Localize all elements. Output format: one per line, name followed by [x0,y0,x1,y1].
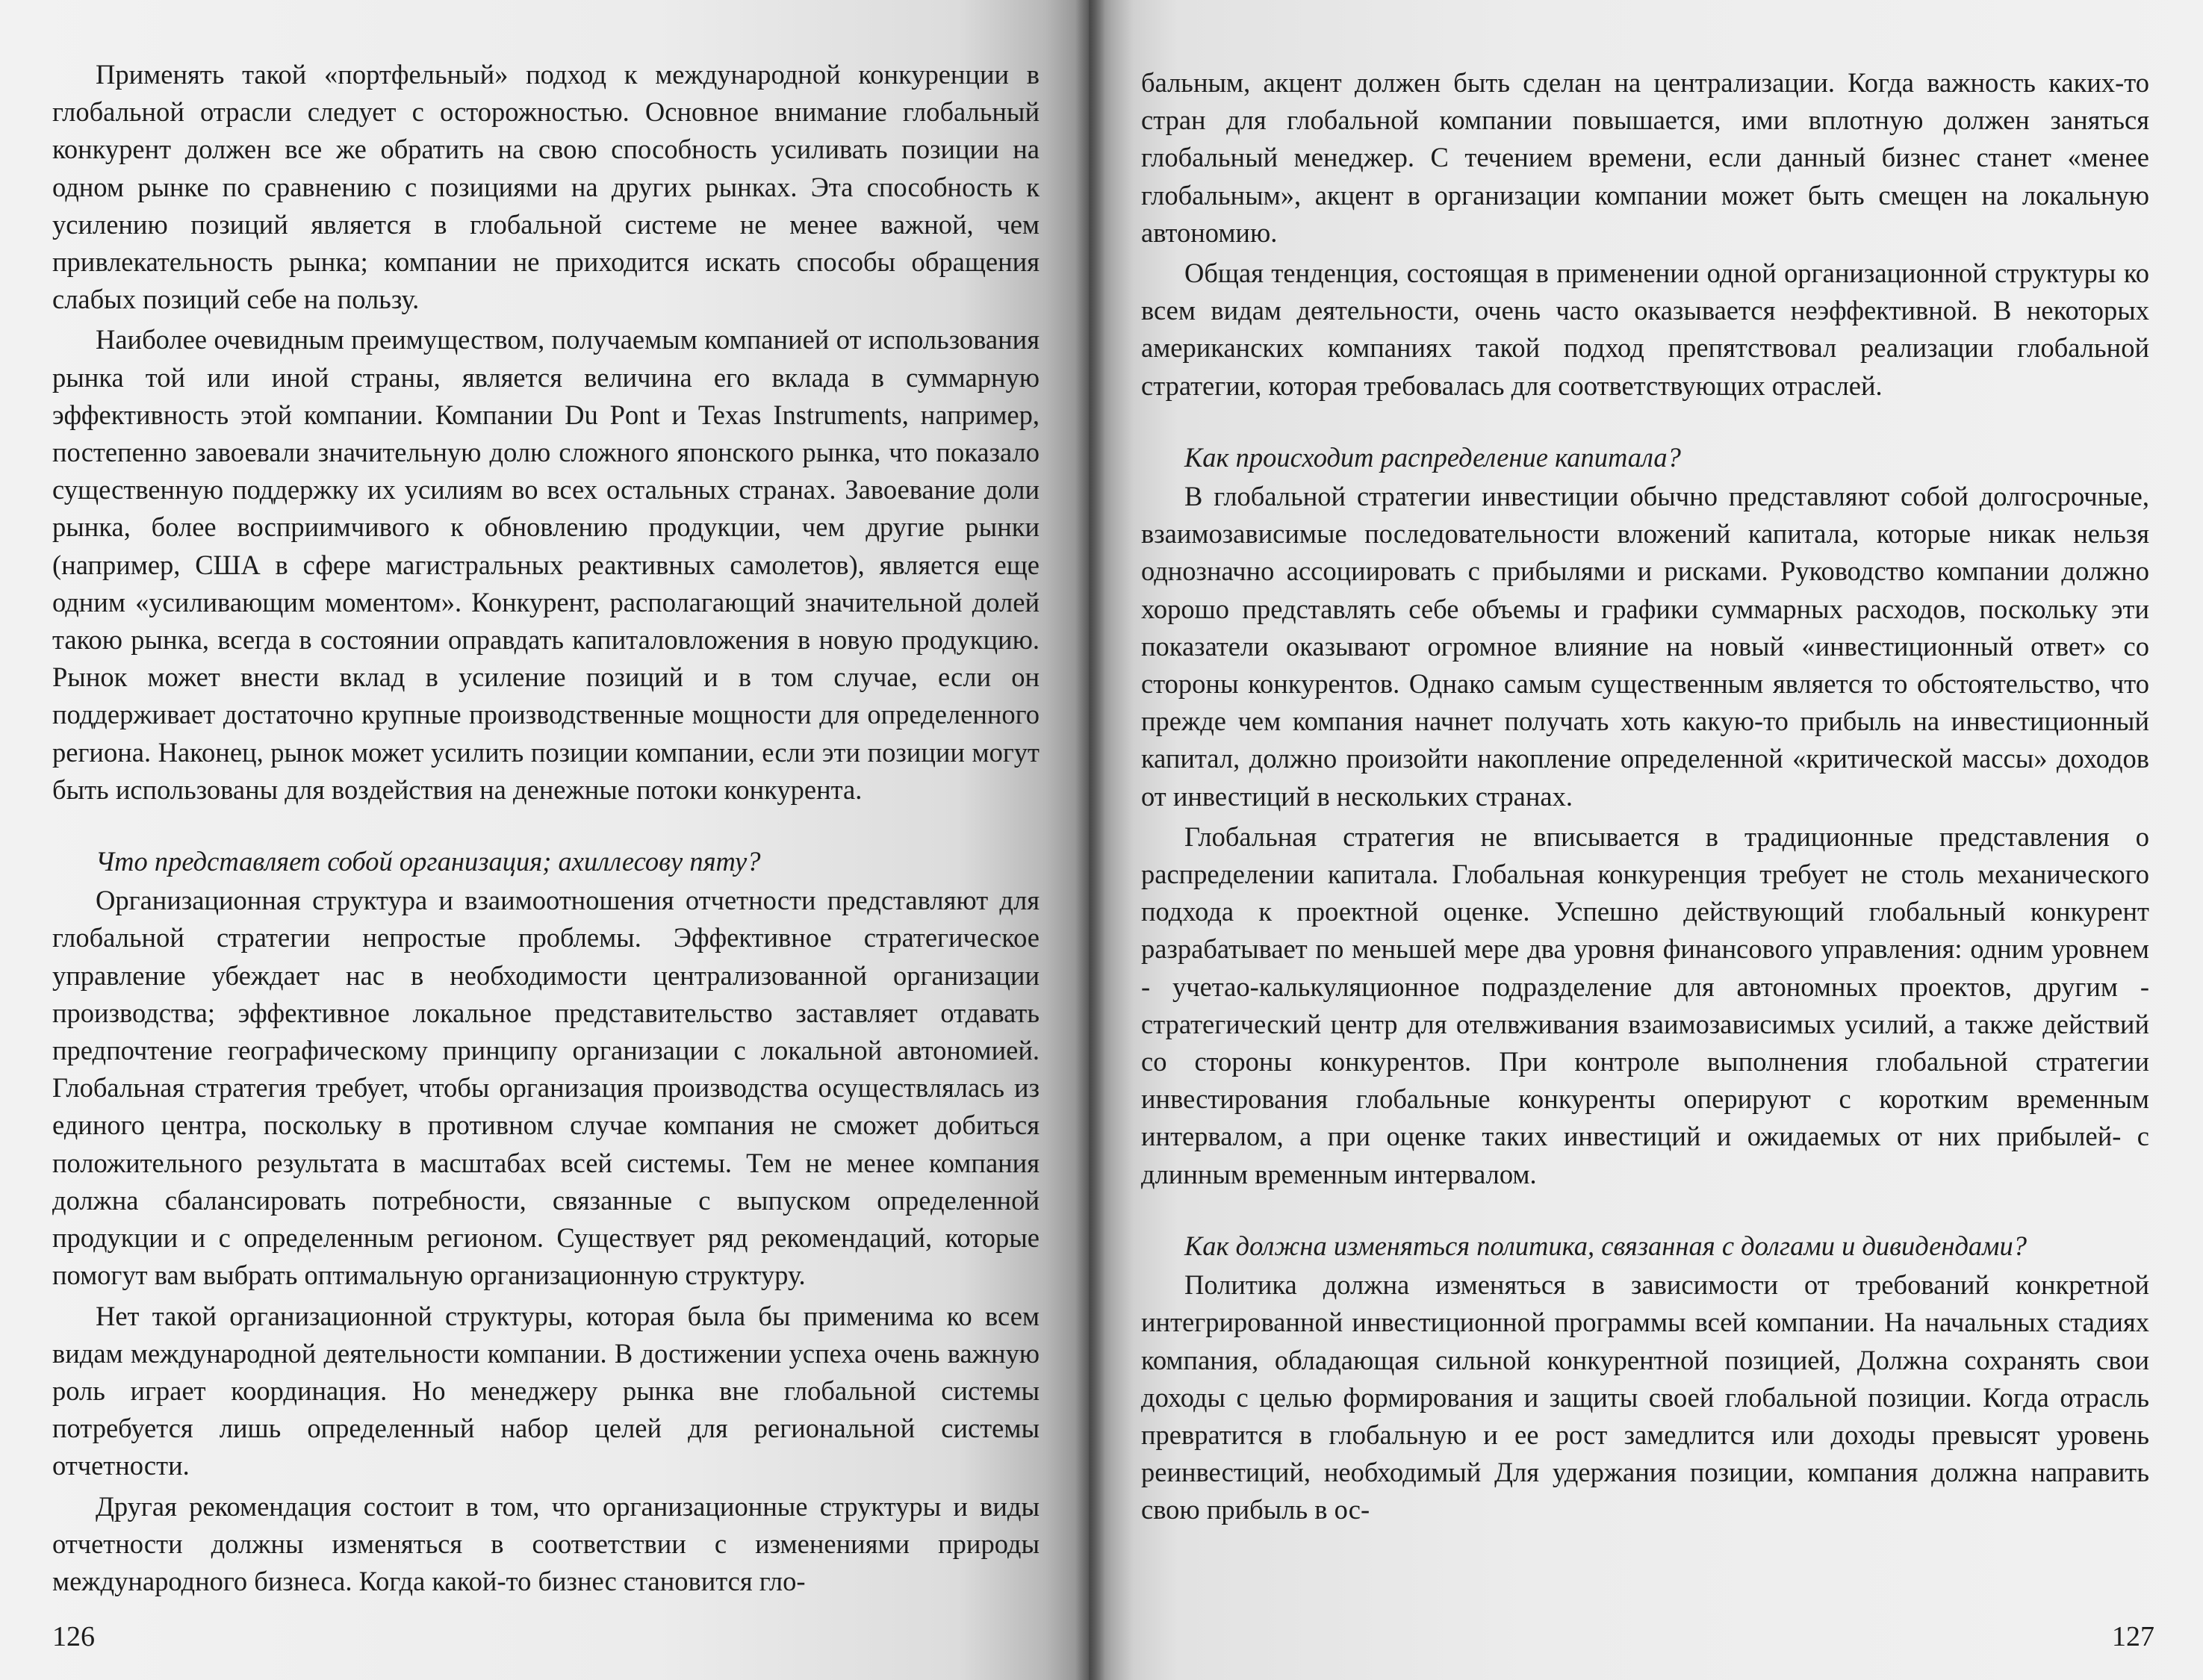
left-page-text [52,56,1040,1603]
paragraph: Организационная структура и взаимоотношения отчетности представляют для глобальной стратегии непростые проблемы. Эффективное стратегическое управление убеждает нас в необходимости централизованной организации производства; эффективное локальное представительство заставляет отдавать предпочтение географическому принципу организации с локальной автономией. Глобальная стратегия требует, чтобы организация производства осуществлялась из единого центра, поскольку в противном случае компания не сможет добиться положительного результата в масштабах всей системы. Тем не менее компания должна сбалансировать потребности, связанные с выпуском определенной продукции и с определенным регионом. Существует ряд рекомендаций, которые помогут вам выбрать оптимальную организационную структуру. [52,885,1040,1291]
right-page [1089,0,2203,1680]
right-page-text [1141,64,2149,1532]
page-number: 126 [52,1621,95,1652]
section-heading: Как происходит распределение капитала? [1184,441,1681,473]
left-page [0,0,1089,1680]
section-heading: Что представляет собой организация; ахиллесову пяту? [96,846,761,877]
paragraph: Нет такой организационной структуры, которая была бы применима ко всем видам международной деятельности компании. В достижении успеха очень важную роль играет координация. Но менеджеру рынка вне глобальной системы потребуется лишь определенный набор целей для региональной системы отчетности. [52,1300,1040,1481]
book-gutter-shadow [1075,0,1105,1680]
page-number: 127 [2112,1621,2154,1652]
paragraph: Политика должна изменяться в зависимости от требований конкретной интегрированной инвестиционной программы всей компании. На начальных стадиях компания, обладающая сильной конкурентной позицией, Должна сохранять свои доходы с целью формирования и защиты своей глобальной позиции. Когда отрасль превратится в глобальную и ее рост замедлится или доходы превысят уровень реинвестиций, необходимый Для удержания позиции, компания должна направить свою прибыль в ос- [1141,1269,2149,1525]
paragraph: Глобальная стратегия не вписывается в традиционные представления о распределении капитала. Глобальная конкуренция требует не столь механического подхода к проектной оценке. Успешно действующий глобальный конкурент разрабатывает по меньшей мере два уровня финансового управления: одним уровнем - учетао-калькуляционное подразделение для автономных проектов, другим - стратегический центр для отелвживания взаимозависимых усилий, а также действий со стороны конкурентов. При контроле выполнения глобальной стратегии инвестирования глобальные конкуренты оперируют с коротким временным интервалом, а при оценке таких инвестиций и ожидаемых от них прибылей- с длинным временным интервалом. [1141,821,2149,1189]
paragraph: В глобальной стратегии инвестиции обычно представляют собой долгосрочные, взаимозависимые последовательности вложений капитала, которые никак нельзя однозначно ассоциировать с прибылями и рисками. Руководство компании должно хорошо представлять себе объемы и графики суммарных расходов, поскольку эти показатели оказывают огромное влияние на новый «инвестиционный ответ» со стороны конкурентов. Однако самым существенным является то обстоятельство, что прежде чем компания начнет получать хоть какую-то прибыль на инвестиционный капитал, должно произойти накопление определенной «критической массы» доходов от инвестиций в нескольких странах. [1141,481,2149,812]
section-heading: Как должна изменяться политика, связанная с долгами и дивидендами? [1184,1230,2027,1261]
paragraph: Применять такой «портфельный» подход к международной конкуренции в глобальной отрасли следует с осторожностью. Основное внимание глобальный конкурент должен все же обратить на свою способность усиливать позиции на одном рынке по сравнению с позициями на других рынках. Эта способность к усилению позиций является в глобальной системе не менее важной, чем привлекательность рынка; компании не приходится искать способы обращения слабых позиций себе на пользу. [52,59,1040,315]
paragraph: Общая тенденция, состоящая в применении одной организационной структуры ко всем видам деятельности, очень часто оказывается неэффективной. В некоторых американских компаниях такой подход препятствовал реализации глобальной стратегии, которая требовалась для соответствующих отраслей. [1141,258,2149,401]
paragraph: Другая рекомендация состоит в том, что организационные структуры и виды отчетности должны изменяться в соответствии с изменениями природы международного бизнеса. Когда какой-то бизнес становится гло- [52,1490,1040,1596]
paragraph: Наиболее очевидным преимуществом, получаемым компанией от использования рынка той или иной страны, является величина его вклада в суммарную эффективность этой компании. Компании Du Pont и Texas Instruments, например, постепенно завоевали значительную долю сложного японского рынка, что показало существенную поддержку их усилиям во всех остальных странах. Завоевание доли рынка, более восприимчивого к обновлению продукции, чем другие рынки (например, США в сфере магистральных реактивных самолетов), является еще одним «усиливающим моментом». Конкурент, располагающий значительной долей такою рынка, всегда в состоянии оправдать капиталовложения в новую продукцию. Рынок может внести вклад в усиление позиций и в том случае, если он поддерживает достаточно крупные производственные мощности для определенного региона. Наконец, рынок может усилить позиции компании, если эти позиции могут быть использованы для воздействия на денежные потоки конкурента. [52,324,1040,805]
paragraph: бальным, акцент должен быть сделан на централизации. Когда важность каких-то стран для глобальной компании повышается, ими вплотную должен заняться глобальный менеджер. С течением времени, если данный бизнес станет «менее глобальным», акцент в организации компании может быть смещен на локальную автономию. [1141,67,2149,248]
